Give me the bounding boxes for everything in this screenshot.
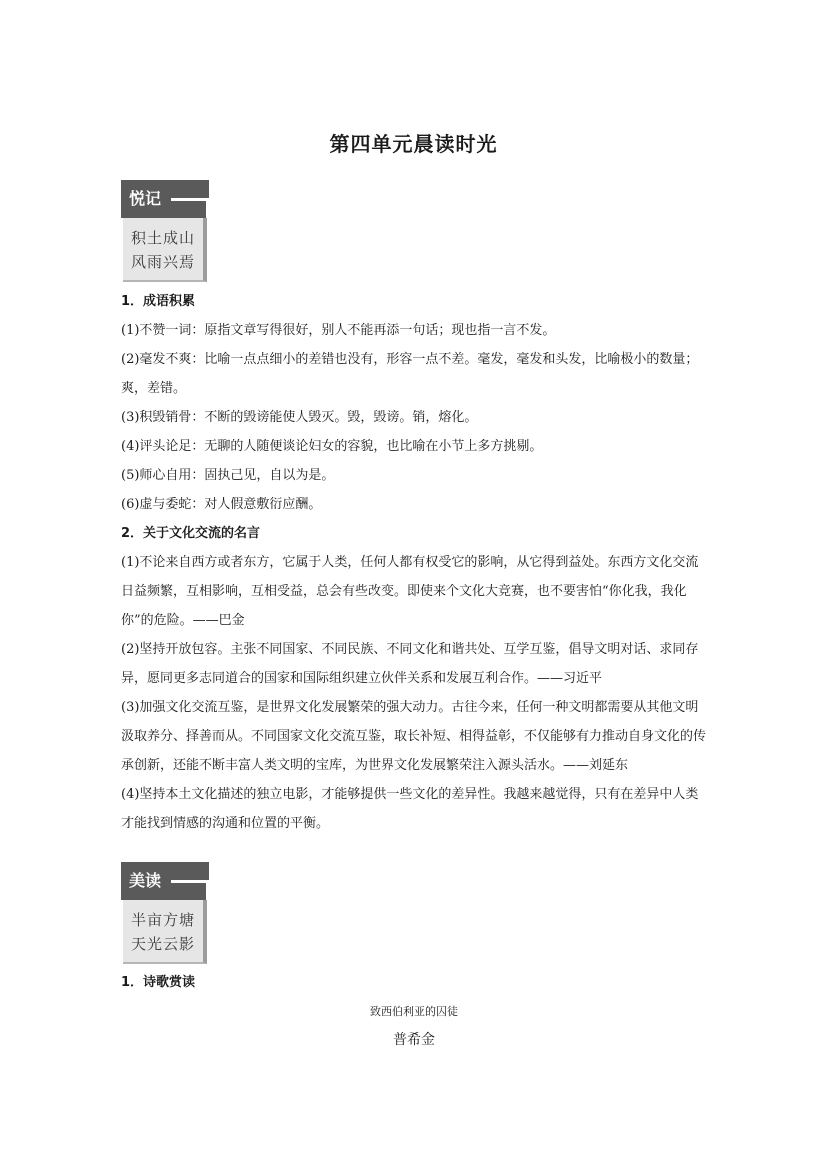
badge-body — [123, 218, 207, 282]
section-heading: 1．诗歌赏读 — [121, 975, 196, 990]
badge-tab — [121, 862, 209, 900]
badge-line-1: 半亩方塘 — [131, 911, 196, 929]
badge-line-2: 天光云影 — [131, 935, 196, 953]
badge-tab-label: 悦记 — [129, 189, 162, 208]
badge-body — [123, 900, 207, 964]
page-title: 第四单元晨读时光 — [329, 132, 498, 156]
quote-item: (1)不论来自西方或者东方，它属于人类，任何人都有权受它的影响，从它得到益处。东西方文化交流日益频繁，互相影响，互相受益，总会有些改变。即使来个文化大竞赛，也不要害怕“你化我，我化你”的危险。——巴金 — [121, 555, 699, 628]
badge-line-2: 风雨兴焉 — [131, 253, 196, 271]
badge-tab-label: 美读 — [129, 871, 162, 890]
idiom-item: (1)不赞一词：原指文章写得很好，别人不能再添一句话；现也指一言不发。 — [121, 323, 556, 338]
badge-line-decoration — [171, 198, 207, 201]
badge-tab — [121, 180, 209, 218]
poetry-section — [121, 968, 707, 1055]
badge-hook-decoration — [206, 880, 209, 900]
badge-line-decoration — [171, 880, 207, 883]
quote-item: (2)坚持开放包容。主张不同国家、不同民族、不同文化和谐共处、互学互鉴，倡导文明对话、求同存异，愿同更多志同道合的国家和国际组织建立伙伴关系和发展互利合作。——习近平 — [121, 642, 699, 686]
section-badge-meidu — [121, 862, 209, 964]
idiom-item: (2)毫发不爽：比喻一点点细小的差错也没有，形容一点不差。毫发，毫发和头发，比喻极小的数量；爽，差错。 — [121, 352, 699, 396]
idiom-item: (6)虚与委蛇：对人假意敷衍应酬。 — [121, 497, 322, 512]
quote-item: (4)坚持本土文化描述的独立电影，才能够提供一些文化的差异性。我越来越觉得，只有在差异中人类才能找到情感的沟通和位置的平衡。 — [121, 787, 699, 831]
idiom-item: (4)评头论足：无聊的人随便谈论妇女的容貌，也比喻在小节上多方挑剔。 — [121, 439, 543, 454]
idiom-item: (3)积毁销骨：不断的毁谤能使人毁灭。毁，毁谤。销，熔化。 — [121, 410, 478, 425]
idiom-item: (5)师心自用：固执己见，自以为是。 — [121, 468, 335, 483]
poem-author: 普希金 — [393, 1032, 435, 1048]
poem-title: 致西伯利亚的囚徒 — [370, 1005, 458, 1018]
quote-item: (3)加强文化交流互鉴，是世界文化发展繁荣的强大动力。古往今来，任何一种文明都需要从其他文明汲取养分、择善而从。不同国家文化交流互鉴，取长补短、相得益彰，不仅能够有力推动自身文化的传承创新，还能不断丰富人类文明的宝库，为世界文化发展繁荣注入源头活水。——刘延东 — [121, 700, 707, 773]
section-heading: 2．关于文化交流的名言 — [121, 526, 261, 541]
badge-line-1: 积土成山 — [131, 229, 196, 247]
idiom-section — [121, 287, 707, 838]
section-badge-yueji — [121, 180, 209, 282]
section-heading: 1．成语积累 — [121, 294, 196, 309]
badge-hook-decoration — [206, 198, 209, 218]
